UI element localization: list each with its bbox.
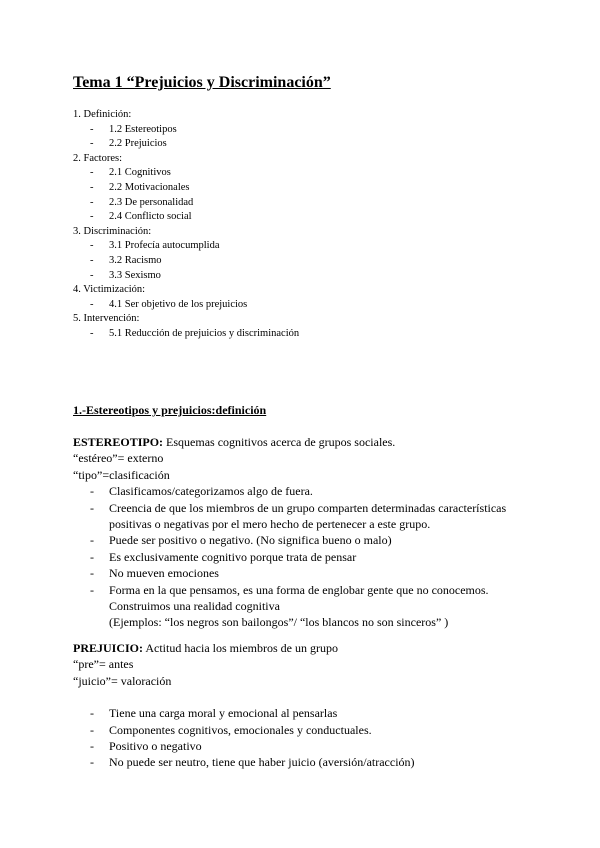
term-label: PREJUICIO: xyxy=(73,641,144,655)
toc-section-4: 4. Victimización: xyxy=(73,284,146,296)
toc-item-label: 3.3 Sexismo xyxy=(109,269,161,281)
dash-bullet: - xyxy=(90,254,94,266)
bullet-text: Creencia de que los miembros de un grupo comparten determinadas características xyxy=(109,500,507,515)
etymology-line: “pre”= antes xyxy=(73,657,134,672)
toc-item-label: 5.1 Reducción de prejuicios y discriminación xyxy=(109,327,300,339)
toc-item-label: 3.1 Profecía autocumplida xyxy=(109,240,220,252)
toc-item-label: 1.2 Estereotipos xyxy=(109,123,177,135)
bullet-text: Es exclusivamente cognitivo porque trata de pensar xyxy=(109,549,357,564)
dash-bullet: - xyxy=(90,533,94,548)
toc-item xyxy=(73,298,299,313)
toc-section-2: 2. Factores: xyxy=(73,152,122,164)
dash-bullet: - xyxy=(90,755,94,770)
bullet-item xyxy=(73,532,506,548)
bullet-item xyxy=(73,582,506,598)
dash-bullet: - xyxy=(90,240,94,252)
toc-item xyxy=(73,239,299,254)
dash-bullet: - xyxy=(90,211,94,223)
bullet-continuation: (Ejemplos: “los negros son bailongos”/ “los blancos no son sinceros” ) xyxy=(109,615,449,630)
dash-bullet: - xyxy=(90,500,94,515)
bullet-item xyxy=(73,754,415,770)
bullet-text: No mueven emociones xyxy=(109,566,219,581)
dash-bullet: - xyxy=(90,123,94,135)
bullet-text: No puede ser neutro, tiene que haber juicio (aversión/atracción) xyxy=(109,755,415,770)
term-label: ESTEREOTIPO: xyxy=(73,435,164,449)
dash-bullet: - xyxy=(90,298,94,310)
toc-item-label: 2.2 Motivacionales xyxy=(109,181,190,193)
bullet-item xyxy=(73,500,506,516)
toc-item xyxy=(73,181,299,196)
bullet-text: Componentes cognitivos, emocionales y conductuales. xyxy=(109,722,372,737)
dash-bullet: - xyxy=(90,582,94,597)
etymology-line: “estéreo”= externo xyxy=(73,451,164,466)
etymology-line: “juicio”= valoración xyxy=(73,673,172,688)
prejuicio-definition xyxy=(73,640,415,656)
dash-bullet: - xyxy=(90,269,94,281)
toc-section-1: 1. Definición: xyxy=(73,109,132,120)
bullet-text: Forma en la que pensamos, es una forma de englobar gente que no conocemos. xyxy=(109,582,489,597)
dash-bullet: - xyxy=(90,706,94,721)
definition-text: Esquemas cognitivos acerca de grupos sociales. xyxy=(163,435,396,449)
toc-item-label: 2.3 De personalidad xyxy=(109,196,194,208)
dash-bullet: - xyxy=(90,566,94,581)
dash-bullet: - xyxy=(90,167,94,179)
toc-item xyxy=(73,123,299,138)
dash-bullet: - xyxy=(90,739,94,754)
dash-bullet: - xyxy=(90,327,94,339)
toc-section-5: 5. Intervención: xyxy=(73,313,140,325)
page-title: Tema 1 “Prejuicios y Discriminación” xyxy=(73,74,331,91)
definition-text: Actitud hacia los miembros de un grupo xyxy=(143,641,338,655)
bullet-item xyxy=(73,705,415,721)
bullet-continuation: Construimos una realidad cognitiva xyxy=(109,599,280,614)
dash-bullet: - xyxy=(90,484,94,499)
bullet-continuation: positivas o negativas por el mero hecho de pertenecer a este grupo. xyxy=(109,517,431,532)
bullet-text: Positivo o negativo xyxy=(109,739,202,754)
toc-item-label: 2.4 Conflicto social xyxy=(109,211,192,223)
prejuicio-block xyxy=(73,640,415,771)
toc-item xyxy=(73,210,299,225)
dash-bullet: - xyxy=(90,181,94,193)
toc-item xyxy=(73,269,299,284)
bullet-item xyxy=(73,483,506,499)
spacer xyxy=(73,689,415,705)
toc-item-label: 2.1 Cognitivos xyxy=(109,167,171,179)
toc-item-label: 4.1 Ser objetivo de los prejuicios xyxy=(109,298,248,310)
toc-item xyxy=(73,196,299,211)
bullet-text: Clasificamos/categorizamos algo de fuera. xyxy=(109,484,313,499)
bullet-item xyxy=(73,549,506,565)
dash-bullet: - xyxy=(90,138,94,150)
toc-item xyxy=(73,137,299,152)
toc-item-label: 3.2 Racismo xyxy=(109,254,162,266)
estereotipo-block xyxy=(73,434,506,631)
bullet-item xyxy=(73,565,506,581)
table-of-contents xyxy=(73,108,299,342)
etymology-line: “tipo”=clasificación xyxy=(73,467,170,482)
toc-item xyxy=(73,327,299,342)
toc-item-label: 2.2 Prejuicios xyxy=(109,138,167,150)
section-heading: 1.-Estereotipos y prejuicios:definición xyxy=(73,403,267,417)
toc-item xyxy=(73,254,299,269)
estereotipo-definition xyxy=(73,434,506,450)
bullet-item xyxy=(73,738,415,754)
bullet-text: Tiene una carga moral y emocional al pensarlas xyxy=(109,706,338,721)
dash-bullet: - xyxy=(90,549,94,564)
dash-bullet: - xyxy=(90,722,94,737)
dash-bullet: - xyxy=(90,196,94,208)
toc-item xyxy=(73,166,299,181)
toc-section-3: 3. Discriminación: xyxy=(73,225,152,237)
bullet-item xyxy=(73,722,415,738)
bullet-text: Puede ser positivo o negativo. (No significa bueno o malo) xyxy=(109,533,392,548)
